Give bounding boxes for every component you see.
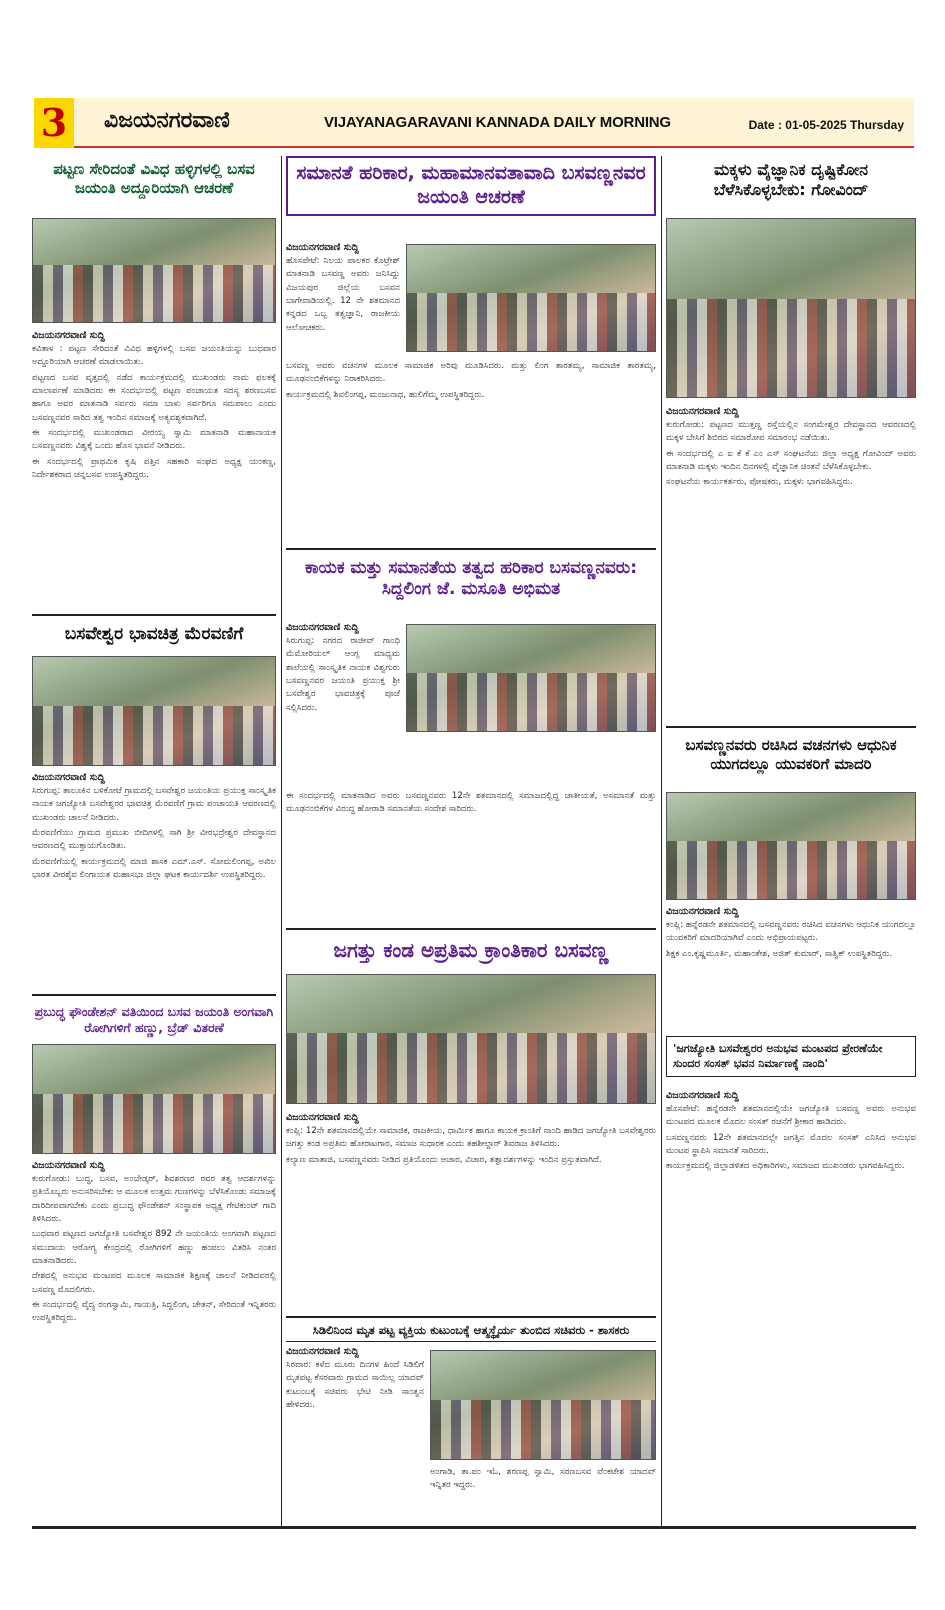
masthead [34, 98, 914, 148]
paragraph: ಕಾರ್ಯಕ್ರಮದಲ್ಲಿ ಜಿಲ್ಲಾಡಳಿತದ ಅಧಿಕಾರಿಗಳು, ಸಮಾಜದ ಮುಖಂಡರು ಭಾಗವಹಿಸಿದ್ದರು. [666, 1161, 905, 1172]
column-divider [661, 156, 662, 1526]
brand-english: VIJAYANAGARAVANI KANNADA DAILY MORNING [324, 114, 671, 131]
paragraph: ಸಂಘಟನೆಯ ಕಾರ್ಯಕರ್ತರು, ಪೋಷಕರು, ಮಕ್ಕಳು ಭಾಗವಹಿಸಿದ್ದರು. [666, 477, 853, 488]
story-divider [666, 726, 916, 728]
article-body [32, 343, 276, 482]
dateline: ವಿಜಯನಗರವಾಣಿ ಸುದ್ದಿ [286, 242, 359, 253]
news-photo [32, 218, 276, 323]
story-lightning-victim [286, 1320, 656, 1525]
dateline: ವಿಜಯನಗರವಾಣಿ ಸುದ್ದಿ [666, 906, 739, 917]
article-body [666, 419, 916, 490]
paragraph: ಈ ಸಂದರ್ಭದಲ್ಲಿ ವೈದ್ಯ ರಂಗಸ್ವಾಮಿ, ಗಾಯತ್ರಿ, ಸಿದ್ದಲಿಂಗ, ಚೇತನ್, ಸೇರಿದಂತೆ ಇನ್ನಿತರರು ಉಪಸ್ಥಿತರಿದ್ದರು. [32, 1299, 276, 1324]
dateline: ವಿಜಯನಗರವಾಣಿ ಸುದ್ದಿ [666, 406, 739, 417]
paragraph: ಕುರುಗೋಡು: ಪಟ್ಟಣದ ಮುತ್ತಣ್ಣ ರಸ್ತೆಯಲ್ಲಿನ ಸಂಗಮೇಶ್ವರ ದೇವಸ್ಥಾನದ ಆವರಣದಲ್ಲಿ ಮಕ್ಕಳ ಬೇಸಿಗೆ ಶಿಬಿರದ ಸಮಾರೋಪ ಸಮಾರಂಭ ನಡೆಯಿತು. [666, 420, 916, 444]
headline: ಪ್ರಬುದ್ಧ ಫೌಂಡೇಶನ್ ವತಿಯಿಂದ ಬಸವ ಜಯಂತಿ ಅಂಗವಾಗಿ ರೋಗಿಗಳಿಗೆ ಹಣ್ಣು, ಬ್ರೆಡ್ ವಿತರಣೆ [34, 1004, 274, 1035]
article-body [286, 360, 656, 402]
news-photo [32, 656, 276, 766]
headline: ಬಸವಣ್ಣನವರು ರಚಿಸಿದ ವಚನಗಳು ಆಧುನಿಕ ಯುಗದಲ್ಲೂ ಯುವಕರಿಗೆ ಮಾದರಿ [685, 736, 897, 773]
article-body [666, 919, 916, 961]
paragraph: ಕಲ್ಯಾಣ ಮಾತಾಜಿ, ಬಸವಣ್ಣನವರು ನೀಡಿದ ಪ್ರತಿಯೊಂದು ಆಚಾರ, ವಿಚಾರ, ತತ್ವಾದರ್ಶಗಳನ್ನು ಇಂದಿನ ಪ್ರಸ್ತುತವಾಗಿದೆ. [286, 1154, 602, 1165]
story-scientific-outlook [666, 156, 916, 768]
dateline: ವಿಜಯನಗರವಾಣಿ ಸುದ್ದಿ [32, 1160, 105, 1171]
brand-kannada: ವಿಜಯನಗರವಾಣಿ [104, 108, 230, 133]
paragraph: ದೇಶದಲ್ಲಿ ಅನುಭವ ಮಂಟಪದ ಮೂಲಕ ಸಾಮಾಜಿಕ ಶಿಕ್ಷಣಕ್ಕೆ ಚಾಲನೆ ನೀಡಿದವರಲ್ಲಿ ಬಸವಣ್ಣ ಮೊದಲಿಗರು. [32, 1271, 276, 1295]
paragraph: ಅಂಗಾಡಿ, ತಾ.ಪಂ ಇಓ, ಶರಣಪ್ಪ ಸ್ವಾಮಿ, ಸರಣಬಸವ ವೆಂಕಟೇಶ ಯಾದವ್ ಇನ್ನಿತರ ಇದ್ದರು. [430, 1467, 656, 1491]
story-samanate-harikara [286, 156, 656, 536]
headline: ಬಸವೇಶ್ವರ ಭಾವಚಿತ್ರ ಮೆರವಣಿಗೆ [64, 624, 244, 644]
article-body [430, 1466, 656, 1493]
dateline: ವಿಜಯನಗರವಾಣಿ ಸುದ್ದಿ [286, 1112, 359, 1123]
paragraph: ಕುರುಗೋಡು: ಬುದ್ಧ, ಬಸವ, ಅಂಬೇಡ್ಕರ್, ಶಿವಶರಣರ ರವರ ತತ್ವ ಆದರ್ಶಗಳನ್ನು ಪ್ರತಿಯೊಬ್ಬರು ಅನುಸರಿಸಬೇಕು ಆ ಮೂಲಕ ಉತ್ತಮ ಗುಣಗಳನ್ನು ಬೆಳೆಸಿಕೊಂಡು ಸಮಾಜಕ್ಕೆ ದಾರಿದೀಪವಾಗಬೇಕು ಎಂದು ಪ್ರಬುದ್ಧ ಫೌಂಡೇಶನ್ ಸಂಸ್ಥಾಪಕ ಅಧ್ಯಕ್ಷ ಗೇಟಿಕುಂಟ್ ಗಾದಿ ತಿಳಿಸಿದರು. [32, 1174, 276, 1224]
page-number: 3 [34, 98, 74, 148]
article-body [286, 635, 400, 715]
article-body [286, 1359, 424, 1412]
page-bottom-rule [32, 1526, 916, 1529]
story-jagattu-kanda [286, 934, 656, 1304]
paragraph: ಮೆರವಣಿಗೆಯಲ್ಲಿ ಕಾರ್ಯಕ್ರಮದಲ್ಲಿ ಮಾಜಿ ಶಾಸಕ ಎಮ್.ಎಸ್. ಸೋಮಲಿಂಗಪ್ಪ, ಅಖಿಲ ಭಾರತ ವೀರಶೈವ ಲಿಂಗಾಯತ ಮಹಾಸಭಾ ಜಿಲ್ಲಾ ಘಟಕ ಕಾರ್ಯದರ್ಶಿ ಉಪಸ್ಥಿತರಿದ್ದರು. [32, 856, 276, 880]
story-divider [32, 994, 276, 996]
paragraph: ಈ ಸಂದರ್ಭದಲ್ಲಿ ಪ್ರಾಥಮಿಕ ಕೃಷಿ ಪತ್ತಿನ ಸಹಕಾರಿ ಸಂಘದ ಅಧ್ಯಕ್ಷ ಯಂಕಣ್ಣ, ನಿರ್ದೇಶಕರಾದ ಚನ್ನಬಸವ ಉಪಸ್ಥಿತರಿದ್ದರು. [32, 456, 276, 480]
story-kayaka-samanate [286, 554, 656, 924]
story-bhavachitra-procession [32, 620, 276, 990]
paragraph: ಕಂಪ್ಲಿ: ಹನ್ನೆರಡನೇ ಶತಮಾನದಲ್ಲಿ ಬಸವಣ್ಣನವರು ರಚಿಸಿದ ವಚನಗಳು ಆಧುನಿಕ ಯುಗದಲ್ಲೂ ಯುವಕರಿಗೆ ಮಾದರಿಯಾಗಿವೆ ಎಂದು ಅಭಿಪ್ರಾಯಪಟ್ಟರು. [666, 920, 916, 944]
headline: ಜಗತ್ತು ಕಂಡ ಅಪ್ರತಿಮ ಕ್ರಾಂತಿಕಾರ ಬಸವಣ್ಣ [333, 938, 609, 962]
news-photo [666, 218, 916, 398]
column-divider [281, 156, 282, 1526]
article-body [32, 1173, 276, 1325]
paragraph: ಹೊಸಪೇಟೆ: ಹನ್ನೆರಡನೇ ಶತಮಾನದಲ್ಲಿಯೇ ಜಗಜ್ಯೋತಿ ಬಸವಣ್ಣ ಅವರು ಅನುಭವ ಮಂಟಪದ ಮೂಲಕ ಮೊದಲ ಸಂಸತ್ ರಚನೆಗೆ ಶ್ರೀಕಾರ ಹಾಡಿದರು. [666, 1104, 916, 1128]
news-photo [430, 1350, 656, 1460]
story-divider [32, 614, 276, 616]
paragraph: ಸಿರವಾರ: ಕಳೆದ ಮೂರು ದಿನಗಳ ಹಿಂದೆ ಸಿಡಿಲಿಗೆ ಮೃತಪಟ್ಟ ಕೆಸರವಾರು ಗ್ರಾಮದ ಸಾಯಿಲ್ಲ ಯಾದವ್ ಕುಟುಂಬಕ್ಕೆ ಸಚಿವರು ಭೇಟಿ ನೀಡಿ ಸಾಂತ್ವನ ಹೇಳಿದರು. [286, 1360, 424, 1410]
news-photo [406, 624, 656, 732]
story-basava-jayanti-villages [32, 156, 276, 606]
paragraph: ಈ ಸಂದರ್ಭದಲ್ಲಿ ಮುಖಂಡರಾದ ವೀರಯ್ಯ ಸ್ವಾಮಿ ಮಾತನಾಡಿ ಮಹಾನಾಯಕ ಬಸವಣ್ಣನವರು ವಿಶ್ವಕ್ಕೆ ಒಂದು ಹೊಸ ಭಾವನೆ ನೀಡಿದರು. [32, 427, 276, 452]
headline: ಮಕ್ಕಳು ವೈಜ್ಞಾನಿಕ ದೃಷ್ಟಿಕೋನ ಬೆಳೆಸಿಕೊಳ್ಳಬೇಕು: ಗೋವಿಂದ್ [713, 160, 869, 199]
paragraph: ಈ ಸಂದರ್ಭದಲ್ಲಿ ಮಾತನಾಡಿದ ಅವರು ಬಸವಣ್ಣನವರು 12ನೇ ಶತಮಾನದಲ್ಲಿ ಸಮಾಜದಲ್ಲಿದ್ದ ಜಾತೀಯತೆ, ಅಸಮಾನತೆ ಮತ್ತು ಮೂಢನಂಬಿಕೆಗಳ ವಿರುದ್ಧ ಹೋರಾಡಿ ಸಮಾನತೆಯ ಸಂದೇಶ ಸಾರಿದರು. [286, 791, 656, 815]
paragraph: ಪಟ್ಟಣದ ಬಸವ ವೃತ್ತದಲ್ಲಿ ನಡೆದ ಕಾರ್ಯಕ್ರಮದಲ್ಲಿ ಮುಖಂಡರು ನಾಮ ಫಲಕಕ್ಕೆ ಮಾಲಾರ್ಪಣೆ ಮಾಡಿದರು ಈ ಸಂದರ್ಭದಲ್ಲಿ ಪಟ್ಟಣ ಪಂಚಾಯತ ಸದಸ್ಯ ಶರಣಬಸವ ಹಾಗೂ ಅವರ ಮಾತನಾಡಿ ಸರ್ವರು ಸಮಾ ಬಾಳು ಸರ್ವರಿಗೂ ಸಮಪಾಲು ಎಂದು ಬಸವಣ್ಣನವರ ಸಾರಿದ ತತ್ವ ಇಂದಿನ ಸಮಾಜಕ್ಕೆ ಅತ್ಯವಶ್ಯಕವಾಗಿದೆ. [32, 372, 276, 423]
dateline: ವಿಜಯನಗರವಾಣಿ ಸುದ್ದಿ [286, 1346, 359, 1357]
paragraph: ಸಿರುಗುಪ್ಪ: ತಾಲೂಕಿನ ಬಳಿಕೋಟೆ ಗ್ರಾಮದಲ್ಲಿ ಬಸವೇಶ್ವರ ಜಯಂತಿಯ ಪ್ರಯುಕ್ತ ಸಾಂಸ್ಕೃತಿಕ ನಾಯಕ ಜಗಜ್ಯೋತಿ ಬಸವೇಶ್ವರರ ಭಾವಚಿತ್ರ ಮೆರವಣಿಗೆ ಗ್ರಾಮ ಪಂಚಾಯತಿ ಆವರಣದಲ್ಲಿ ಮುಖಂಡರು ಚಾಲನೆ ನೀಡಿದರು. [32, 786, 276, 823]
issue-date: Date : 01-05-2025 Thursday [748, 118, 904, 132]
paragraph: ಮೆರವಣಿಗೆಯು ಗ್ರಾಮದ ಪ್ರಮುಖ ಬೀದಿಗಳಲ್ಲಿ ಸಾಗಿ ಶ್ರೀ ವೀರಭದ್ರೇಶ್ವರ ದೇವಸ್ಥಾನದ ಆವರಣದಲ್ಲಿ ಮುಕ್ತಾಯಗೊಂಡಿತು. [32, 827, 276, 852]
article-body [286, 1125, 656, 1167]
article-body [666, 1103, 916, 1174]
article-body [286, 790, 656, 817]
story-anubhava-mantapa [666, 1036, 916, 1516]
dateline: ವಿಜಯನಗರವಾಣಿ ಸುದ್ದಿ [286, 622, 359, 633]
headline: ಸಿಡಿಲಿನಿಂದ ಮೃತ ಪಟ್ಟ ವ್ಯಕ್ತಿಯ ಕುಟುಂಬಕ್ಕೆ ಆತ್ಮಸ್ಥೈರ್ಯ ತುಂಬಿದ ಸಚಿವರು - ಶಾಸಕರು [286, 1320, 656, 1342]
dateline: ವಿಜಯನಗರವಾಣಿ ಸುದ್ದಿ [666, 1090, 739, 1101]
headline: ಪಟ್ಟಣ ಸೇರಿದಂತೆ ವಿವಿಧ ಹಳ್ಳಿಗಳಲ್ಲಿ ಬಸವ ಜಯಂತಿ ಅದ್ದೂರಿಯಾಗಿ ಆಚರಣೆ [53, 160, 255, 197]
dateline: ವಿಜಯನಗರವಾಣಿ ಸುದ್ದಿ [32, 772, 105, 783]
headline: ಸಮಾನತೆ ಹರಿಕಾರ, ಮಹಾಮಾನವತಾವಾದಿ ಬಸವಣ್ಣನವರ ಜಯಂತಿ ಆಚರಣೆ [286, 156, 656, 216]
article-body [32, 785, 276, 882]
article-body [286, 255, 400, 335]
paragraph: ಸಿರುಗುಪ್ಪ: ನಗರದ ರಾಜೀವ್ ಗಾಂಧಿ ಮೆಮೋರಿಯಲ್ ಆಂಗ್ಲ ಮಾಧ್ಯಮ ಶಾಲೆಯಲ್ಲಿ ಸಾಂಸ್ಕೃತಿಕ ನಾಯಕ ವಿಶ್ವಗುರು ಬಸವಣ್ಣನವರ ಜಯಂತಿ ಪ್ರಯುಕ್ತ ಶ್ರೀ ಬಸವೇಶ್ವರ ಭಾವಚಿತ್ರಕ್ಕೆ ಪೂಜೆ ಸಲ್ಲಿಸಿದರು. [286, 636, 400, 713]
story-prabuddha-foundation [32, 1000, 276, 1520]
news-photo [406, 244, 656, 352]
paragraph: ಬುಧವಾರ ಪಟ್ಟಣದ ಜಗಜ್ಯೋತಿ ಬಸವೇಶ್ವರ 892 ನೇ ಜಯಂತಿಯ ಅಂಗವಾಗಿ ಪಟ್ಟಣದ ಸಮುದಾಯ ಆರೋಗ್ಯ ಕೇಂದ್ರದಲ್ಲಿ ರೋಗಿಗಳಿಗೆ ಹಣ್ಣು ಹಂಪಲು ವಿತರಿಸಿ ನಂತರ ಮಾತನಾಡಿದರು. [32, 1229, 276, 1266]
paragraph: ಈ ಸಂದರ್ಭದಲ್ಲಿ ಎ ಐ ಕೆ ಕೆ ಎಂ ಎಸ್ ಸಂಘಟನೆಯ ಜಿಲ್ಲಾ ಅಧ್ಯಕ್ಷ ಗೋವಿಂದ್ ಅವರು ಮಾತನಾಡಿ ಮಕ್ಕಳು ಇಂದಿನ ದಿನಗಳಲ್ಲಿ ವೈಜ್ಞಾನಿಕ ಚಿಂತನೆ ಬೆಳೆಸಿಕೊಳ್ಳಬೇಕು. [666, 448, 916, 472]
paragraph: ಕವಿತಾಳ : ಪಟ್ಟಣ ಸೇರಿದಂತೆ ವಿವಿಧ ಹಳ್ಳಿಗಳಲ್ಲಿ ಬಸವ ಜಯಂತಿಯನ್ನು ಬುಧವಾರ ಅದ್ದೂರಿಯಾಗಿ ಆಚರಣೆ ಮಾಡಲಾಯಿತು. [32, 344, 276, 368]
paragraph: ಕಾರ್ಯಕ್ರಮದಲ್ಲಿ ಶಿವಲಿಂಗಪ್ಪ, ಮಂಜುನಾಥ, ಹುಲಿಗೆಮ್ಮ ಉಪಸ್ಥಿತರಿದ್ದರು. [286, 389, 485, 400]
story-divider [286, 548, 656, 550]
story-divider [286, 928, 656, 930]
news-photo [32, 1044, 276, 1154]
paragraph: ಕಂಪ್ಲಿ: 12ನೇ ಶತಮಾನದಲ್ಲಿಯೇ ಸಾಮಾಜಿಕ, ರಾಜಕೀಯ, ಧಾರ್ಮಿಕ ಹಾಗೂ ಕಾಯಕ ಕ್ರಾಂತಿಗೆ ನಾಂದಿ ಹಾಡಿದ ಜಗಜ್ಯೋತಿ ಬಸವೇಶ್ವರರು ಜಗತ್ತು ಕಂಡ ಅಪ್ರತಿಮ ಹೋರಾಟಗಾರ, ಸಮಾಜ ಸುಧಾರಕ ಎಂದು ತಹಶೀಲ್ದಾರ್ ಶಿವರಾಜ ತಿಳಿಸಿದರು. [286, 1126, 656, 1150]
paragraph: ಶಿಕ್ಷಕ ಎಂ.ಕೃಷ್ಣಮೂರ್ತಿ, ಮಹಾಂತೇಶ, ಅಜಿತ್ ಕುಮಾರ್, ಸಾತ್ವಿಕ್ ಉಪಸ್ಥಿತರಿದ್ದರು. [666, 948, 893, 959]
headline: ಕಾಯಕ ಮತ್ತು ಸಮಾನತೆಯ ತತ್ವದ ಹರಿಕಾರ ಬಸವಣ್ಣನವರು: ಸಿದ್ದಲಿಂಗ ಜೆ. ಮಸೂತಿ ಅಭಿಮತ [304, 558, 638, 600]
news-photo [666, 792, 916, 900]
paragraph: ಬಸವಣ್ಣನವರು 12ನೇ ಶತಮಾನದಲ್ಲೇ ಜಗತ್ತಿನ ಮೊದಲ ಸಂಸತ್ ಎನಿಸಿದ ಅನುಭವ ಮಂಟಪ ಸ್ಥಾಪಿಸಿ ಸಮಾನತೆ ಸಾರಿದರು. [666, 1132, 916, 1156]
dateline: ವಿಜಯನಗರವಾಣಿ ಸುದ್ದಿ [32, 330, 105, 341]
story-divider [286, 1316, 656, 1318]
headline: 'ಜಗಜ್ಯೋತಿ ಬಸವೇಶ್ವರರ ಅನುಭವ ಮಂಟಪದ ಪ್ರೇರಣೆಯೇ ಸುಂದರ ಸಂಸತ್ ಭವನ ನಿರ್ಮಾಣಕ್ಕೆ ನಾಂದಿ' [666, 1036, 916, 1077]
news-photo [286, 974, 656, 1104]
paragraph: ಹೊಸಪೇಟೆ: ನಿಲಯ ಪಾಲಕರ ಕೊಟ್ರೇಶ್ ಮಾತನಾಡಿ ಬಸವಣ್ಣ ಅವರು ಜನಿಸಿದ್ದು ವಿಜಯಪುರ ಜಿಲ್ಲೆಯ ಬಸವನ ಬಾಗೇವಾಡಿಯಲ್ಲಿ. 12 ನೇ ಶತಮಾನದ ಕನ್ನಡದ ಒಬ್ಬ ತತ್ವಜ್ಞಾನಿ, ರಾಜಕೀಯ ಆಲೋಚಕರು. [286, 256, 400, 333]
paragraph: ಬಸವಣ್ಣ ಅವರು ವಚನಗಳ ಮೂಲಕ ಸಾಮಾಜಿಕ ಅರಿವು ಮೂಡಿಸಿದರು. ಮತ್ತು ಲಿಂಗ ತಾರತಮ್ಯ, ಸಾಮಾಜಿಕ ತಾರತಮ್ಯ, ಮೂಢನಂಬಿಕೆಗಳನ್ನು ನಿರಾಕರಿಸಿದರು. [286, 361, 656, 385]
